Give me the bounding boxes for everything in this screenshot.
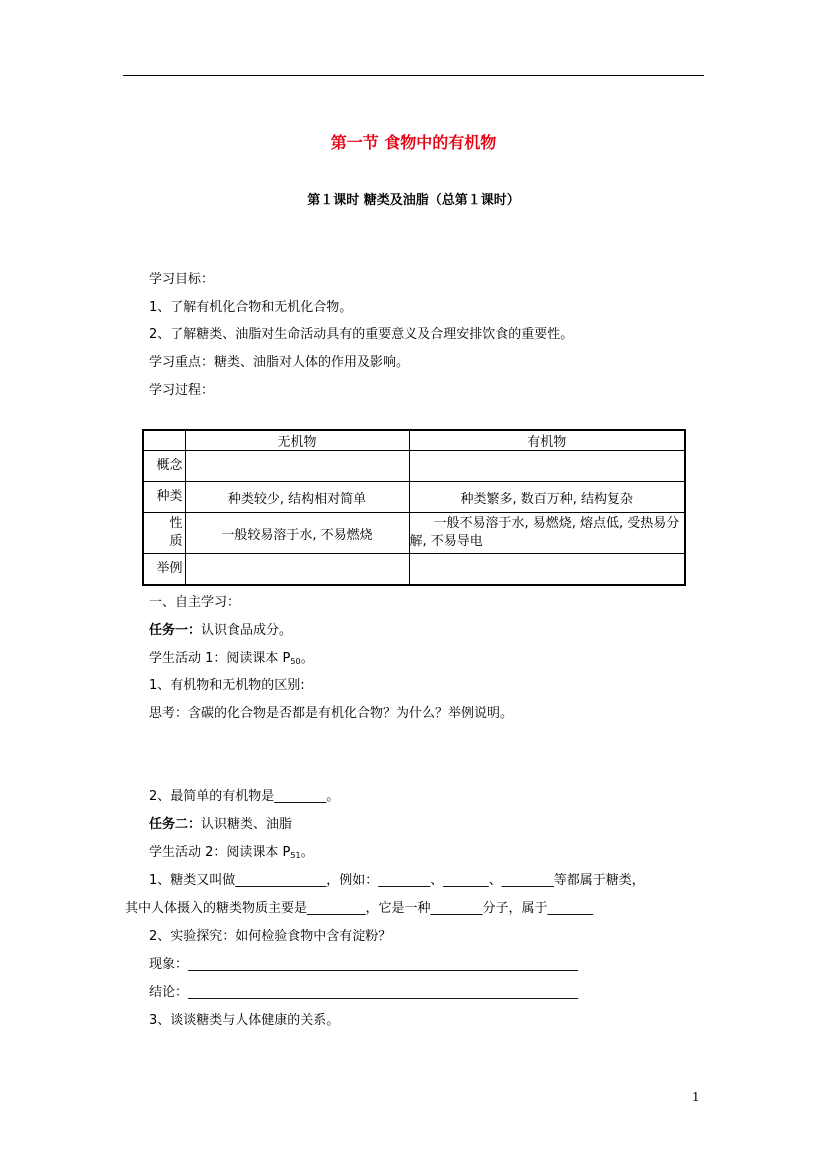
table-header-row xyxy=(143,430,685,451)
lesson-subtitle: 第１课时 糖类及油脂（总第１课时） xyxy=(307,193,520,208)
task-2-text: 认识糖类、油脂 xyxy=(201,817,293,832)
task-2 xyxy=(149,817,292,833)
key-point: 学习重点：糖类、油脂对人体的作用及影响。 xyxy=(149,355,410,370)
question-1: 1、有机物和无机物的区别: xyxy=(149,678,305,693)
activity-2-suffix: 。 xyxy=(300,845,314,860)
page-number: 1 xyxy=(692,1090,700,1104)
row-label xyxy=(143,554,185,586)
row-label-text: 种类 xyxy=(156,489,183,504)
comparison-table xyxy=(142,429,686,586)
question-2: 2、最简单的有机物是________。 xyxy=(149,789,340,804)
table-row xyxy=(143,554,685,586)
sugar-question-line-1: 1、糖类又叫做______________，例如：________、_______、________等都属于糖类， xyxy=(149,873,645,888)
table-cell: 一般较易溶于水, 不易燃烧 xyxy=(185,513,409,554)
row-label xyxy=(143,451,185,482)
table-row xyxy=(143,482,685,513)
task-2-label: 任务二： xyxy=(149,817,202,832)
table-cell xyxy=(409,513,685,554)
activity-2-page: 51 xyxy=(290,851,301,860)
self-study-heading: 一、自主学习： xyxy=(149,595,241,610)
experiment-question: 2、实验探究：如何检验食物中含有淀粉？ xyxy=(149,929,392,944)
table-cell xyxy=(409,451,685,482)
table-cell xyxy=(185,554,409,586)
page-title: 第一节 食物中的有机物 xyxy=(330,133,497,152)
table-header-cell xyxy=(143,430,185,451)
objective-2: 2、了解糖类、油脂对生命活动具有的重要意义及合理安排饮食的重要性。 xyxy=(149,327,574,342)
row-label xyxy=(143,482,185,513)
objective-1: 1、了解有机化合物和无机化合物。 xyxy=(149,300,353,315)
activity-2 xyxy=(149,845,314,864)
table-cell-text: 一般不易溶于水, 易燃烧, 熔点低, 受热易分解, 不易导电 xyxy=(409,516,680,549)
row-label-text: 概念 xyxy=(156,458,183,473)
task-1-text: 认识食品成分。 xyxy=(201,623,293,638)
sugar-question-line-2: 其中人体摄入的糖类物质主要是_________，它是一种________分子，属于_______ xyxy=(125,901,594,916)
table-cell: 种类繁多, 数百万种, 结构复杂 xyxy=(409,482,685,513)
think-question: 思考：含碳的化合物是否都是有机化合物？为什么？举例说明。 xyxy=(149,706,514,721)
table-row xyxy=(143,513,685,554)
activity-1-prefix: 学生活动 1：阅读课本 P xyxy=(149,651,291,666)
table-cell xyxy=(409,554,685,586)
activity-1-page: 50 xyxy=(290,657,301,666)
table-cell xyxy=(185,451,409,482)
header-rule xyxy=(123,75,704,76)
table-row xyxy=(143,451,685,482)
process-heading: 学习过程： xyxy=(149,383,215,398)
phenomenon-blank: 现象：____________________________________________________________ xyxy=(149,957,579,972)
activity-1 xyxy=(149,651,314,670)
row-label-text: 举例 xyxy=(156,561,183,576)
activity-1-suffix: 。 xyxy=(300,651,314,666)
activity-2-prefix: 学生活动 2：阅读课本 P xyxy=(149,845,291,860)
objectives-heading: 学习目标： xyxy=(149,272,215,287)
row-label-text: 性质 xyxy=(169,516,183,549)
row-label xyxy=(143,513,185,554)
task-1-label: 任务一： xyxy=(149,623,202,638)
conclusion-blank: 结论：____________________________________________________________ xyxy=(149,985,579,1000)
table-header-cell: 无机物 xyxy=(185,430,409,451)
table-header-cell: 有机物 xyxy=(409,430,685,451)
task-1 xyxy=(149,623,292,639)
table-cell: 种类较少, 结构相对简单 xyxy=(185,482,409,513)
discussion-question: 3、谈谈糖类与人体健康的关系。 xyxy=(149,1013,340,1028)
